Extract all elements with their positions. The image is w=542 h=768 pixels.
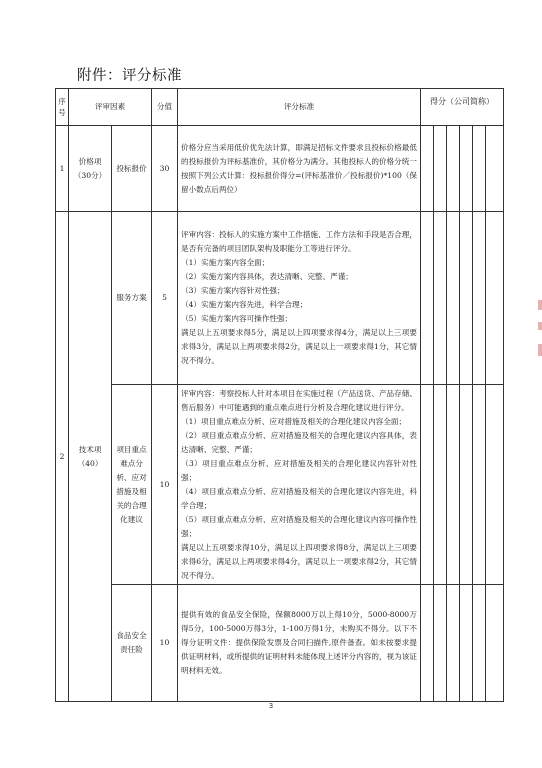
edge-stamp-mark bbox=[538, 344, 542, 356]
criteria-line: 评审内容：考察投标人针对本项目在实施过程（产品送货、产品存储、售后服务）中可能遇到的重点难点进行分析及合理化建议进行评分。 bbox=[181, 388, 417, 412]
score-cell bbox=[473, 385, 486, 585]
criteria-line: （2）项目重点难点分析、应对措施及相关的合理化建议内容具体，表达清晰、完整、严谨； bbox=[181, 430, 417, 454]
criteria-line: （5）项目重点难点分析、应对措施及相关的合理化建议内容可操作性强； bbox=[181, 514, 417, 538]
criteria-line: （3）项目重点难点分析、应对措施及相关的合理化建议内容针对性强； bbox=[181, 458, 417, 482]
row-points: 30 bbox=[152, 126, 178, 212]
criteria-line: 满足以上五项要求得10分，满足以上四项要求得8分，满足以上三项要求得6分，满足以上两项要求得4分，满足以上一项要求得2分，其它情况不得分。 bbox=[181, 542, 417, 580]
criteria-line: （3）实施方案内容针对性强； bbox=[181, 286, 285, 295]
score-cell bbox=[447, 385, 460, 585]
header-score: 得分（公司简称） bbox=[421, 89, 504, 126]
row-criteria bbox=[178, 385, 421, 585]
row-points: 10 bbox=[152, 385, 178, 585]
page-number: 3 bbox=[268, 702, 274, 710]
score-cell bbox=[434, 385, 447, 585]
criteria-line: （4）实施方案内容先进，科学合理； bbox=[181, 300, 308, 309]
table-row bbox=[56, 585, 504, 702]
table-row bbox=[56, 385, 504, 585]
criteria-line: （2）实施方案内容具体，表达清晰、完整、严谨； bbox=[181, 272, 353, 281]
criteria-line: （1）项目重点难点分析、应对措施及相关的合理化建议内容全面； bbox=[181, 416, 407, 426]
score-cell bbox=[486, 585, 504, 702]
header-factor: 评审因素 bbox=[69, 89, 152, 126]
score-cell bbox=[473, 126, 486, 212]
criteria-line: 评审内容：投标人的实施方案中工作措施、工作方法和手段是否合理，是否有完备的项目团队架构及职能分工等进行评分。 bbox=[181, 230, 417, 253]
criteria-line: （5）实施方案内容可操作性强； bbox=[181, 314, 293, 323]
row-criteria: 价格分应当采用低价优先法计算，即满足招标文件要求且投标价格最低的投标报价为评标基准价，其价格分为满分。其他投标人的价格分统一按照下列公式计算：投标报价得分=(评标基准价／投标报价)*100（保留小数点后两位） bbox=[178, 126, 421, 212]
score-cell bbox=[434, 585, 447, 702]
score-cell bbox=[421, 385, 434, 585]
score-cell bbox=[447, 585, 460, 702]
header-points: 分值 bbox=[152, 89, 178, 126]
score-cell bbox=[486, 212, 504, 385]
score-cell bbox=[434, 212, 447, 385]
criteria-line: 满足以上五项要求得5分，满足以上四项要求得4分，满足以上三项要求得3分，满足以上两项要求得2分，满足以上一项要求得1分，其它情况不得分。 bbox=[181, 328, 417, 365]
row-criteria: 提供有效的食品安全保险，保额8000万以上得10分，5000-8000万得5分，100-5000万得3分，1-100万得1分，未购买不得分。以下不得分证明文件：提供保险发票及合同扫描件,原件备查。如未按要求提供证明材料，或所提供的证明材料未能体现上述评分内容的，视为该证明材料无效。 bbox=[178, 585, 421, 702]
criteria-line: （1）实施方案内容全面； bbox=[181, 258, 270, 267]
scoring-table bbox=[55, 88, 504, 702]
row-factor: 投标报价 bbox=[112, 126, 152, 212]
header-criteria: 评分标准 bbox=[178, 89, 421, 126]
score-cell bbox=[447, 126, 460, 212]
row-factor: 项目重点难点分析、应对措施及相关的合理化建议 bbox=[112, 385, 152, 585]
table-header-row bbox=[56, 89, 504, 126]
row-category: 价格项（30分） bbox=[69, 126, 112, 212]
score-cell bbox=[447, 212, 460, 385]
score-cell bbox=[486, 126, 504, 212]
score-cell bbox=[421, 126, 434, 212]
row-category: 技术项（40） bbox=[69, 212, 112, 702]
score-cell bbox=[473, 585, 486, 702]
row-seq: 2 bbox=[56, 212, 69, 702]
row-seq: 1 bbox=[56, 126, 69, 212]
page-title: 附件：评分标准 bbox=[77, 68, 182, 84]
score-cell bbox=[421, 585, 434, 702]
edge-stamp-mark bbox=[538, 322, 542, 330]
row-factor: 食品安全责任险 bbox=[112, 585, 152, 702]
score-cell bbox=[460, 585, 473, 702]
row-criteria bbox=[178, 212, 421, 385]
score-cell bbox=[421, 212, 434, 385]
score-cell bbox=[473, 212, 486, 385]
edge-stamp-mark bbox=[538, 300, 542, 310]
criteria-line: （4）项目重点难点分析、应对措施及相关的合理化建议内容先进，科学合理； bbox=[181, 486, 417, 510]
row-points: 10 bbox=[152, 585, 178, 702]
score-cell bbox=[460, 126, 473, 212]
score-cell bbox=[486, 385, 504, 585]
header-seq: 序号 bbox=[56, 89, 69, 126]
table-row bbox=[56, 126, 504, 212]
score-cell bbox=[460, 212, 473, 385]
table-row bbox=[56, 212, 504, 385]
row-points: 5 bbox=[152, 212, 178, 385]
score-cell bbox=[434, 126, 447, 212]
row-factor: 服务方案 bbox=[112, 212, 152, 385]
score-cell bbox=[460, 385, 473, 585]
